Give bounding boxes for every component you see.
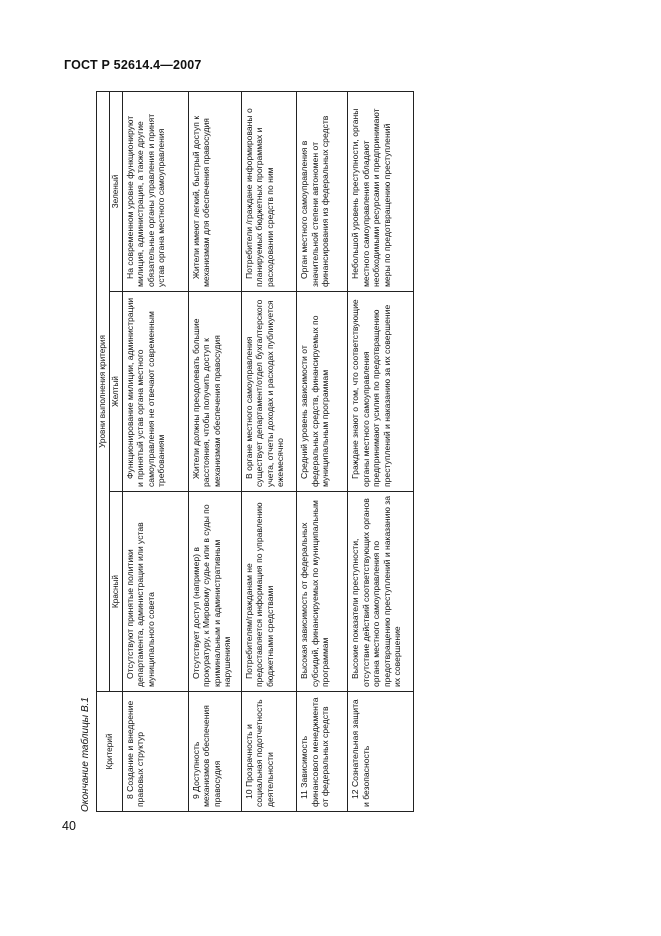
header-levels: Уровни выполнения критерия xyxy=(97,91,110,691)
green-cell: На современном уровне функционируют милиция, администрация, а также другие обязательные органы управления и принят устав органа местного самоуправления xyxy=(123,91,189,291)
criterion-cell: 8 Создание и внедрение правовых структур xyxy=(123,692,189,812)
yellow-cell: Граждане знают о том, что соответствующие органы местного самоуправления предпринимают усилия по предотвращению преступлений и наказанию за их совершение xyxy=(348,292,414,492)
green-cell: Небольшой уровень преступности, органы местного самоуправления обладают необходимыми ресурсами и предпринимают меры по предотвращению преступлений xyxy=(348,91,414,291)
table-row xyxy=(348,91,414,811)
criterion-cell: 9 Доступность механизмов обеспечения правосудия xyxy=(188,692,241,812)
table-row xyxy=(188,91,241,811)
header-green: Зеленый xyxy=(110,91,123,291)
document-header: ГОСТ Р 52614.4—2007 xyxy=(64,58,202,72)
criterion-cell: 11 Зависимость финансового менеджмента от федеральных средств xyxy=(297,692,348,812)
red-cell: Высокая зависимость от федеральных субсидий, финансируемых по муниципальным программам xyxy=(297,492,348,692)
yellow-cell: В органе местного самоуправления существует департамент/отдел бухгалтерского учета, отчеты доходах и расходах публикуется ежемесячно xyxy=(241,292,296,492)
table-row xyxy=(123,91,189,811)
green-cell: Потребители /граждане информированы о планируемых бюджетных программах и расходовании средств по ним xyxy=(241,91,296,291)
criterion-cell: 12 Сознательная защита и безопасность xyxy=(348,692,414,812)
red-cell: Отсутствуют принятые политики департамента, администрации или устав муниципального совета xyxy=(123,492,189,692)
red-cell: Высокие показатели преступности, отсутствие действий соответствующих органов органа местного самоуправления по предотвращению преступлений и наказанию за их совершение xyxy=(348,492,414,692)
yellow-cell: Функционирование милиции, администрации и принятый устав органа местного самоуправления не отвечают современным требованиям xyxy=(123,292,189,492)
green-cell: Жители имеют легкий, быстрый доступ к механизмам для обеспечения правосудия xyxy=(188,91,241,291)
criteria-table xyxy=(96,91,414,812)
rotated-table-area xyxy=(80,92,415,812)
red-cell: Отсутствует доступ (например) в прокуратуру, к Мировому судье или в суды по криминальным и административным нарушениям xyxy=(188,492,241,692)
page-number: 40 xyxy=(62,819,76,833)
header-yellow: Желтый xyxy=(110,292,123,492)
table-caption: Окончание таблицы В.1 xyxy=(80,697,91,812)
red-cell: Потребителям/гражданам не предоставляется информация по управлению бюджетными средствами xyxy=(241,492,296,692)
yellow-cell: Жители должны преодолевать большие расстояния, чтобы получить доступ к механизмам обеспечения правосудия xyxy=(188,292,241,492)
header-red: Красный xyxy=(110,492,123,692)
green-cell: Орган местного самоуправления в значительной степени автономен от финансирования из федеральных средств xyxy=(297,91,348,291)
table-row xyxy=(297,91,348,811)
criterion-cell: 10 Прозрачность и социальная подотчетность деятельности xyxy=(241,692,296,812)
yellow-cell: Средний уровень зависимости от федеральных средств, финансируемых по муниципальным программам xyxy=(297,292,348,492)
header-criterion: Критерий xyxy=(97,692,123,812)
table-row xyxy=(241,91,296,811)
